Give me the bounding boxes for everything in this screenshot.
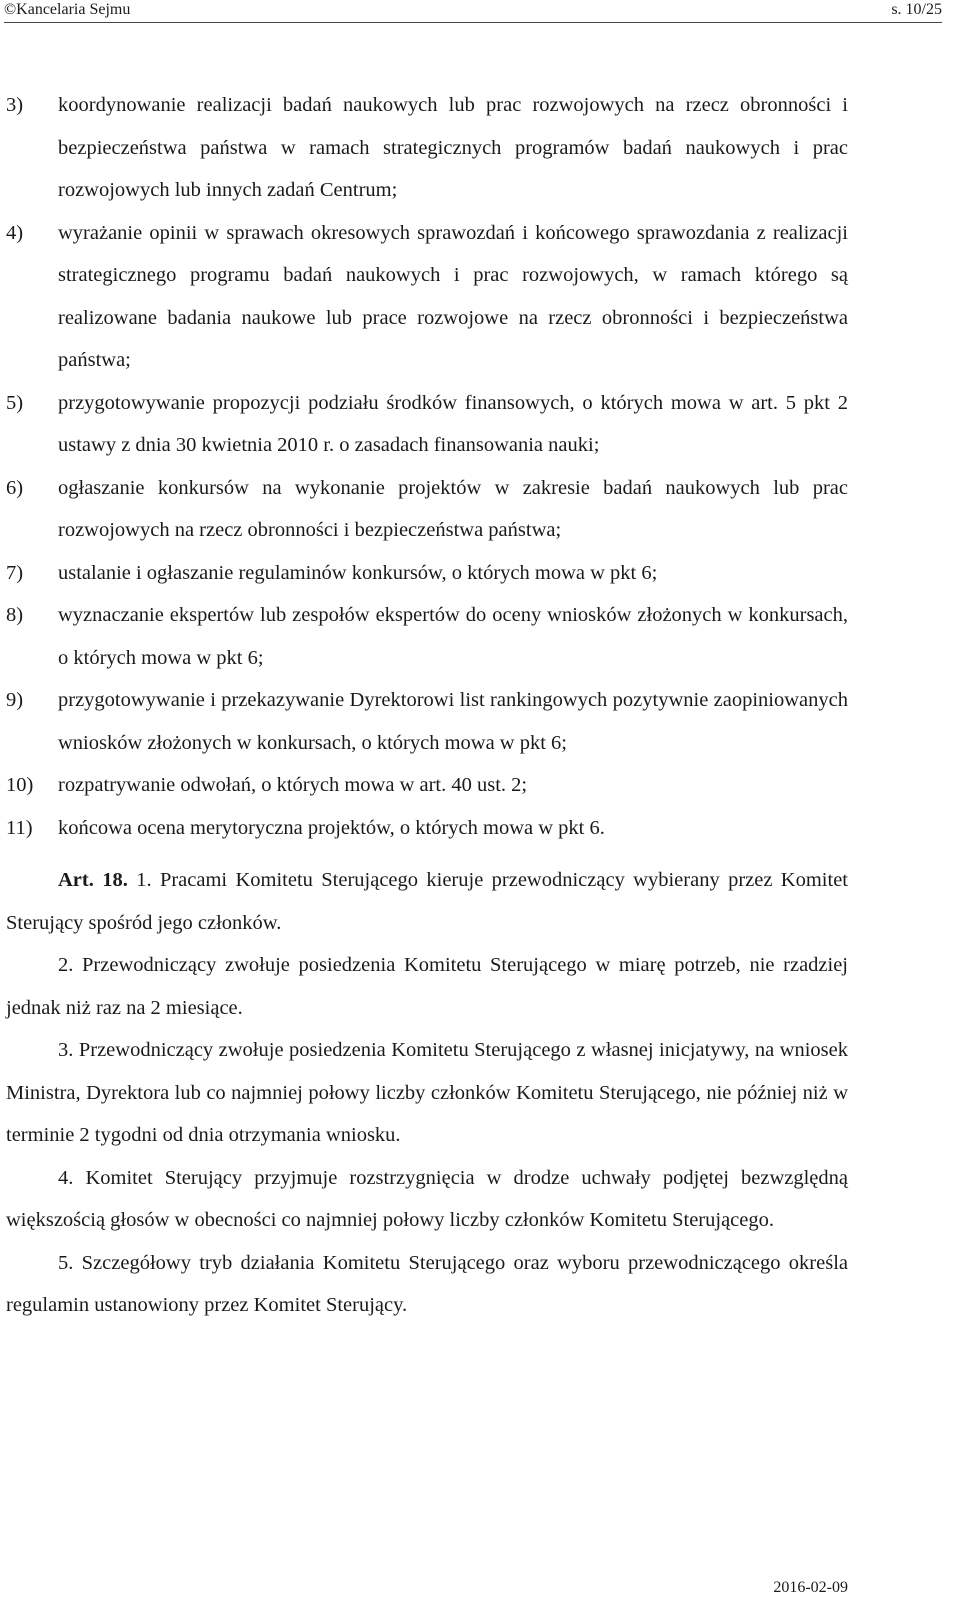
paragraph-number: 2. [58, 954, 74, 976]
list-item-number: 5) [6, 391, 24, 414]
list-item [6, 212, 848, 382]
list-item [6, 807, 848, 850]
list-item [6, 764, 848, 807]
list-item [6, 679, 848, 764]
list-item-text: przygotowywanie i przekazywanie Dyrektorowi list rankingowych pozytywnie zaopiniowanych wniosków złożonych w konkursach, o których mowa w pkt 6; [58, 689, 848, 754]
paragraph-number: 5. [58, 1251, 74, 1274]
page-number: s. 10/25 [891, 1, 942, 18]
article-18 [6, 859, 848, 1327]
article-label: Art. 18. [58, 869, 128, 891]
paragraph-number: 4. [58, 1166, 74, 1189]
paragraph-text: Przewodniczący zwołuje posiedzenia Komitetu Sterującego z własnej inicjatywy, na wniosek Ministra, Dyrektora lub co najmniej połowy liczby członków Komitetu Sterującego, nie później niż w terminie 2 tygodni od dnia otrzymania wniosku. [6, 1039, 849, 1146]
list-item-number: 7) [6, 561, 24, 584]
document-body [6, 84, 848, 1327]
list-item-number: 11) [6, 816, 33, 839]
article-paragraph [6, 1242, 848, 1327]
list-item-text: ogłaszanie konkursów na wykonanie projektów w zakresie badań naukowych lub prac rozwojowych na rzecz obronności i bezpieczeństwa państwa; [58, 476, 848, 541]
list-item-number: 8) [6, 604, 24, 626]
list-item-text: ustalanie i ogłaszanie regulaminów konkursów, o których mowa w pkt 6; [58, 561, 658, 584]
list-item [6, 594, 848, 679]
list-item-text: przygotowywanie propozycji podziału środków finansowych, o których mowa w art. 5 pkt 2 ustawy z dnia 30 kwietnia 2010 r. o zasadach finansowania nauki; [58, 391, 848, 456]
page-header [4, 0, 942, 23]
list-item [6, 382, 848, 467]
paragraph-text: Szczegółowy tryb działania Komitetu Sterującego oraz wyboru przewodniczącego określa regulamin ustanowiony przez Komitet Sterujący. [6, 1251, 849, 1316]
list-item-number: 3) [6, 94, 24, 116]
list-item [6, 552, 848, 595]
list-item-text: końcowa ocena merytoryczna projektów, o których mowa w pkt 6. [58, 816, 605, 839]
list-item-text: rozpatrywanie odwołań, o których mowa w art. 40 ust. 2; [58, 774, 528, 796]
paragraph-text: Pracami Komitetu Sterującego kieruje przewodniczący wybierany przez Komitet Sterujący spośród jego członków. [6, 869, 848, 934]
list-item-number: 4) [6, 221, 24, 244]
article-paragraph [6, 1029, 848, 1157]
article-paragraph [6, 859, 848, 944]
article-paragraph [6, 944, 848, 1029]
list-item-number: 6) [6, 476, 24, 499]
paragraph-number: 3. [58, 1039, 74, 1061]
list-item-text: wyznaczanie ekspertów lub zespołów ekspertów do oceny wniosków złożonych w konkursach, o których mowa w pkt 6; [58, 604, 848, 669]
paragraph-text: Komitet Sterujący przyjmuje rozstrzygnięcia w drodze uchwały podjętej bezwzględną większością głosów w obecności co najmniej połowy liczby członków Komitetu Sterującego. [6, 1166, 849, 1231]
list-item-text: wyrażanie opinii w sprawach okresowych sprawozdań i końcowego sprawozdania z realizacji strategicznego programu badań naukowych i prac rozwojowych, w ramach którego są realizowane badania naukowe lub prace rozwojowe na rzecz obronności i bezpieczeństwa państwa; [58, 221, 848, 371]
list-item [6, 84, 848, 212]
paragraph-number: 1. [136, 869, 152, 891]
paragraph-text: Przewodniczący zwołuje posiedzenia Komitetu Sterującego w miarę potrzeb, nie rzadziej jednak niż raz na 2 miesiące. [6, 954, 849, 1019]
list-item-text: koordynowanie realizacji badań naukowych lub prac rozwojowych na rzecz obronności i bezpieczeństwa państwa w ramach strategicznych programów badań naukowych i prac rozwojowych lub innych zadań Centrum; [58, 94, 848, 201]
copyright-label: ©Kancelaria Sejmu [4, 1, 131, 18]
footer-date: 2016-02-09 [773, 1579, 848, 1596]
list-item-number: 9) [6, 689, 24, 711]
list-item [6, 467, 848, 552]
list-item-number: 10) [6, 774, 34, 796]
article-paragraph [6, 1157, 848, 1242]
